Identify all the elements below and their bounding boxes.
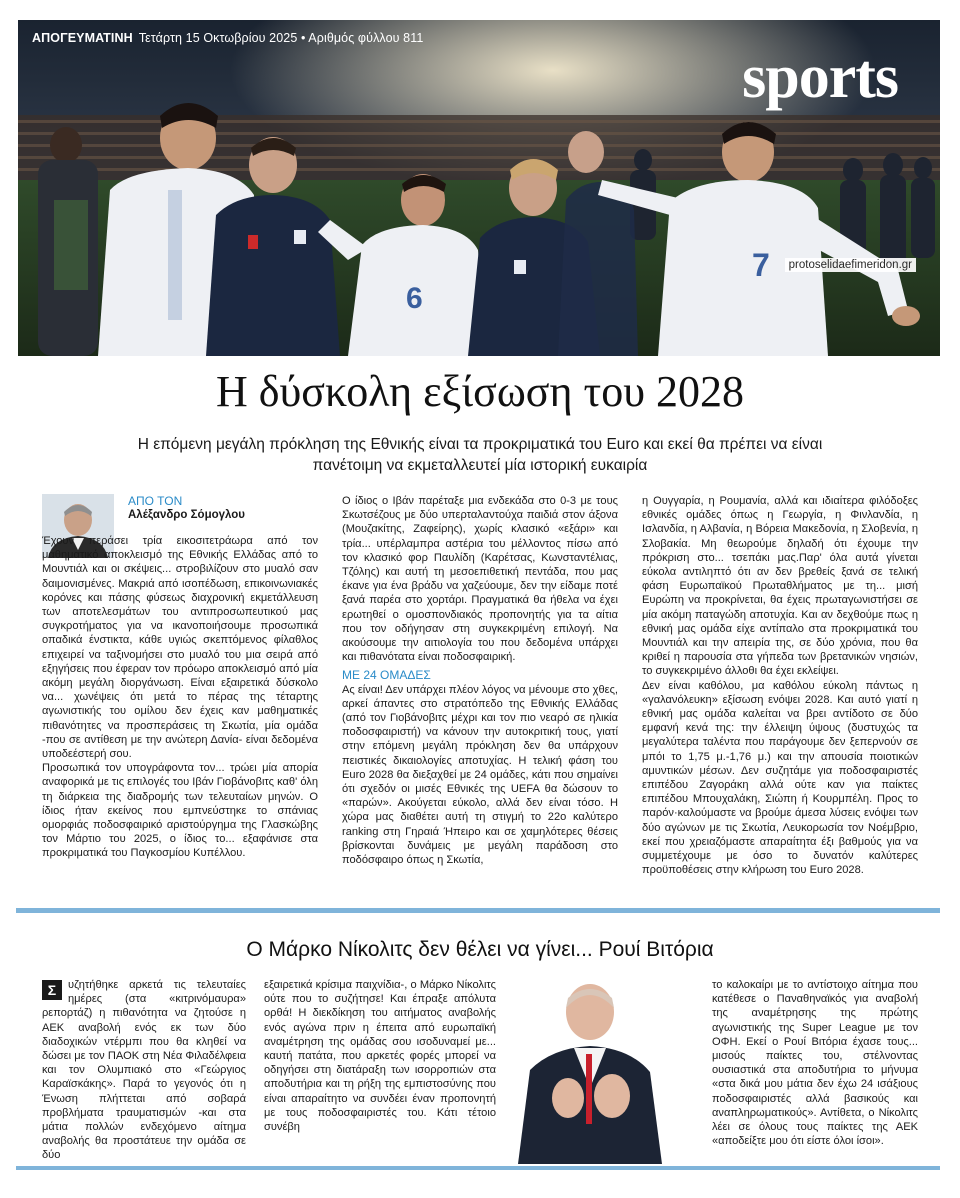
- paragraph: Ας είναι! Δεν υπάρχει πλέον λόγος να μένουμε στο χθες, αρκεί άπαντες στο στρατόπεδο της Εθνικής Ελλάδας (από τον Γιοβάνοβιτς μέχρι και τον πιο νεαρό σε ηλικία ποδοσφαιριστή) να κάνουν την αυτοκριτική τους, γιατί στην επόμενη μεγάλη πρόκληση δεν θα υπάρχουν πειστικές δικαιολογίες αποτυχίας. Η τελική φάση του Euro 2028 θα διεξαχθεί με 24 ομάδες, κάτι που σημαίνει ότι σχεδόν οι μισές Εθνικές της UEFA θα δώσουν το «παρών». Ακούγεται εύκολο, αλλά δεν είναι τόσο. Η χώρα μας διαθέτει αυτή τη στιγμή το 22ο καλύτερο ranking στη Γηραιά Ήπειρο και σε χαμηλότερες θέσεις βρίσκονται δυνάμεις με μεγάλη παράδοση στο ποδόσφαιρο όπως η Σκωτία,: [342, 683, 618, 867]
- dropcap: Σ: [42, 980, 62, 1000]
- second-headline: Ο Μάρκο Νίκολιτς δεν θέλει να γίνει... Ρουί Βιτόρια: [246, 938, 714, 961]
- main-headline: Η δύσκολη εξίσωση του 2028: [216, 367, 744, 416]
- section-title: sports: [742, 43, 898, 111]
- shirt-number-6: 6: [406, 282, 423, 315]
- author-name: Αλέξανδρο Σόμογλου: [128, 509, 245, 521]
- main-column-2: [342, 494, 618, 867]
- paragraph: το καλοκαίρι με το αντίστοιχο αίτημα που κατέθεσε ο Παναθηναϊκός για αναβολή της αναμέτρησης της πρώτης αγωνιστικής της Super League με τον ΟΦΗ. Εκεί ο Ρουί Βιτόρια έχασε τους... μισούς παίκτες του, στέλνοντας ουσιαστικά στα αποδυτήρια το μήνυμα «στα δικά μου μάτια δεν έχω 24 ισάξιους ποδοσφαιριστές αλλά βασικούς και αναπληρωματικούς». Αντίθετα, ο Νίκολιτς λέει σε όλους τους παίκτες της ΑΕΚ «αποδείξτε μου ότι είστε όλοι ίσοι».: [712, 979, 918, 1148]
- author-photo-spacer: [42, 494, 318, 534]
- coach-photo: [508, 978, 668, 1164]
- main-column-1-body: [42, 494, 318, 861]
- paragraph: η Ουγγαρία, η Ρουμανία, αλλά και ιδιαίτερα φιλόδοξες εθνικές ομάδες όπως η Γεωργία, η Φινλανδία, η Ισλανδία, η Αλβανία, η Βόρεια Μακεδονία, η Σλοβενία, η Σλοβακία. Μη θεωρούμε δηλαδή ότι έχουμε την πρόκριση στο... τσεπάκι μας.Παρ' όλα αυτά γίνεται εύκολα αντιληπτό ότι αν δεν βρεθείς ξανά σε τελική φάση Ευρωπαϊκού Πρωταθλήματος με τη... μισή Ευρώπη να προκρίνεται, θα έχεις πρωταγωνιστήσει σε μία ακόμη παταγώδη αποτυχία. Και αν δεχθούμε πως η εθνική μας ομάδα είχε αντίπαλο στα προκριματικά του Μουντιάλ και την απειρία της, σε δύο χρόνια, που θα κριθεί η παρουσία στα γήπεδα των βρετανικών νησιών, το συγκεκριμένο άλλοθι θα έχει εκλείψει.: [642, 495, 918, 678]
- paragraph: Ο ίδιος ο Ιβάν παρέταξε μια ενδεκάδα στο 0-3 με τους Σκωτσέζους με δύο υπερταλαντούχα παιδιά στον άξονα (Μουζακίτης, Ζαφείρης), χωρίς κλασικό «εξάρι» και τρία... υπέρλαμπρα αστέρια του μέλλοντος πίσω από τον κλασικό φορ Παυλίδη (Καρέτσας, Κωνσταντέλιας, Τζόλης) και αυτή τη μεσοεπιθετική πεντάδα, που μας έκανε για ένα βράδυ να χαζεύουμε, δεν την είδαμε ποτέ ξανά παρέα στο χορτάρι. Πραγματικά θα ήθελα να έχει ερωτηθεί ο ομοσπονδιακός προπονητής για τα αίτια που τον οδήγησαν στη συγκεκριμένη επιλογή. Να ακούσουμε την αιτιολογία του που δεδομένα υπάρχει και πιθανότατα είναι ποδοσφαιρική.: [342, 495, 618, 664]
- paragraph: Προσωπικά τον υπογράφοντα τον... τρώει μία απορία αναφορικά με τις επιλογές του Ιβάν Γιοβάνοβιτς καθ' όλη τη διάρκεια της διαδρομής των τελευταίων μηνών. Ο ίδιος ήταν εκείνος που εμπνεύστηκε το σπάνιας ομορφιάς ποδοσφαιρικό αριστούργημα της Γλασκώβης τον Μάρτιο του 2025, ο ίδιος το... εξαφάνισε στα προκριματικά του Παγκοσμίου Κυπέλλου.: [42, 762, 318, 860]
- watermark-text: protoselidaefimeridon.gr: [785, 258, 916, 272]
- column-subhead: ΜΕ 24 ΟΜΑΔΕΣ: [342, 668, 431, 683]
- main-subheadline: Η επόμενη μεγάλη πρόκληση της Εθνικής είναι τα προκριματικά του Euro και εκεί θα πρέπει να είναι πανέτοιμη να εκμεταλλευτεί μία ιστορική ευκαιρία: [137, 436, 823, 474]
- paragraph: υζητήθηκε αρκετά τις τελευταίες ημέρες (στα «κιτρινόμαυρα» ρεπορτάζ) η πιθανότητα να ζητούσε η ΑΕΚ αναβολή ενός εκ των δύο διαδοχικών ντέρμπι που θα κληθεί να δώσει με τον ΠΑΟΚ στη Νέα Φιλαδέλφεια και τον Ολυμπιακό στο «Γεώργιος Καραϊσκάκης». Παρά το γεγονός ότι η Ένωση πλήττεται από σοβαρά προβλήματα τραυματισμών -και στα μάτια πολλών ενδεχόμενο αίτημα αναβολής θα προστάτευε την ομάδα σε δύο: [42, 979, 246, 1162]
- paragraph: Έχουν περάσει τρία εικοσιτετράωρα από τον μαθηματικό αποκλεισμό της Εθνικής Ελλάδας από το Μουντιάλ και οι σκέψεις... στροβιλίζουν στο μυαλό σαν δαιμονισμένες. Μακριά από ισοπέδωση, επικοινωνιακές κορόνες και πάσης φύσεως διαχρονική εκμετάλλευση των αποτελεσμάτων του αντιπροσωπευτικού μας συγκροτήματος για να ικανοποιήσουμε προσωπικά οπαδικά ένστικτα, κάθε υγιώς σκεπτόμενος φίλαθλος επιχειρεί να ταξινομήσει στο μυαλό του μια σειρά από εξηγήσεις που έφεραν τον πρόωρο αποκλεισμό από μία ακόμη μεγάλη διοργάνωση. Είναι εξαιρετικά δύσκολο να... χωνέψεις ότι μετά το πέρας της τέταρτης αγωνιστικής του ομίλου δεν έχεις καν μαθηματικές πιθανότητες να προσπεράσεις τη Σκωτία, μία ομάδα -που σε αντίθεση με την ανώτερη Δανία- είναι δεδομένα υποδεέστερή σου.: [42, 535, 318, 761]
- second-column-1: [42, 978, 246, 1163]
- paper-name: ΑΠΟΓΕΥΜΑΤΙΝΗ: [32, 31, 133, 45]
- bottom-divider: [16, 1166, 940, 1170]
- shirt-number-7: 7: [752, 247, 770, 283]
- coach-portrait-illustration: [508, 978, 668, 1164]
- paragraph: Δεν είναι καθόλου, μα καθόλου εύκολη πάντως η «γαλανόλευκη» εξίσωση ενόψει 2028. Και αυτό γιατί η εθνική μας ομάδα καλείται να βρει αντίδοτο σε δύο εμφανή κενά της: την έλλειψη ύψους (δυστυχώς τα μεγαλύτερα ταλέντα που παράγουμε δεν ξεπερνούν σε μπόι το 1,75 μ.-1,76 μ.) και την απουσία ποιοτικών αμυντικών μέσων. Δεν συζητάμε για ποδοσφαιριστές επιπέδου Ζαγοράκη αλλά ούτε καν για παίκτες επιπέδου Μπουχαλάκη, Σιώπη ή Κουρμπέλη. Προς το παρόν·καλούμαστε να βρούμε άμεσα λύσεις ενόψει των δύο αγώνων με τις Σκωτία, Λευκορωσία τον Νοέμβριο, εκεί που χρειαζόμαστε απαραίτητα έξι βαθμούς για να συμμετέχουμε με όσο το δυνατόν καλύτερες προϋποθέσεις στην κλήρωση του Euro 2028.: [642, 679, 918, 877]
- main-column-3: [642, 494, 918, 877]
- author-kicker: ΑΠΟ ΤΟΝ: [128, 494, 183, 508]
- second-column-3: [712, 978, 918, 1148]
- issue-date: Τετάρτη 15 Οκτωβρίου 2025 • Αριθμός φύλλου 811: [138, 31, 424, 45]
- masthead: [32, 31, 423, 45]
- second-column-2: [264, 978, 496, 1134]
- section-divider: [16, 908, 940, 913]
- hero-photo: [18, 20, 940, 356]
- paragraph: εξαιρετικά κρίσιμα παιχνίδια-, ο Μάρκο Νίκολιτς ούτε που το συζήτησε! Και έπραξε απόλυτα ορθά! Η διεκδίκηση του αιτήματος αναβολής ενός αγώνα πριν η έπειτα από ευρωπαϊκή αναμέτρηση της ομάδας σου ισοδυναμεί με... καυτή πατάτα, που αρκετές φορές μπορεί να οδηγήσει στη διατάραξη των ισορροπιών στα αποδυτήρια και τη ρήξη της εμπιστοσύνης που είναι απαραίτητο να συνδέει έναν προπονητή με τους ποδοσφαιριστές του. Κάτι τέτοιο συνέβη: [264, 979, 496, 1134]
